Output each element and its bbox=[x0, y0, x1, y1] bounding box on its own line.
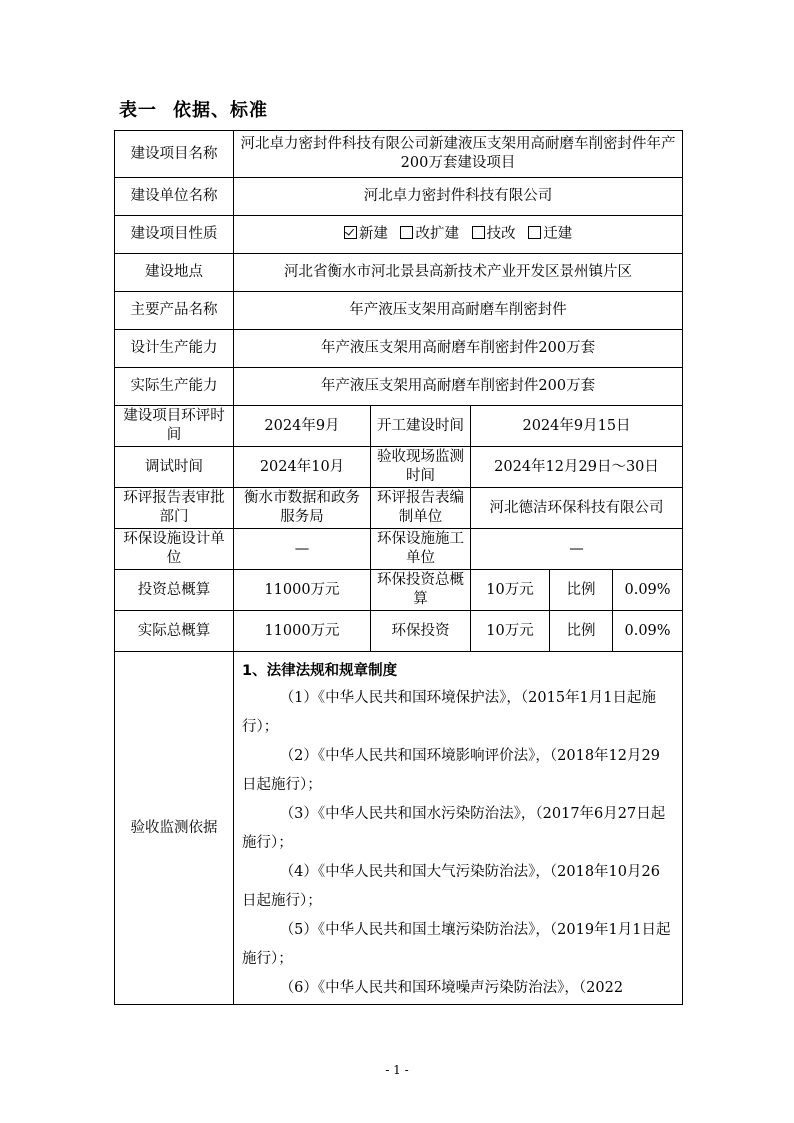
label-design-capacity: 设计生产能力 bbox=[115, 330, 234, 368]
value-location: 河北省衡水市河北景县高新技术产业开发区景州镇片区 bbox=[234, 254, 683, 292]
checked-box-icon bbox=[344, 226, 357, 239]
row-design-unit bbox=[115, 529, 683, 570]
value-actual-capacity: 年产液压支架用高耐磨车削密封件200万套 bbox=[234, 368, 683, 406]
label-total-investment: 投资总概算 bbox=[115, 570, 234, 611]
value-main-product: 年产液压支架用高耐磨车削密封件 bbox=[234, 292, 683, 330]
label-start-time: 开工建设时间 bbox=[371, 406, 471, 447]
label-actual-total: 实际总概算 bbox=[115, 611, 234, 652]
value-design-unit: — bbox=[234, 529, 371, 570]
row-unit-name bbox=[115, 178, 683, 216]
value-actual-total: 11000万元 bbox=[234, 611, 371, 652]
row-basis bbox=[115, 652, 683, 1005]
nature-option-new bbox=[344, 226, 388, 242]
row-project-name bbox=[115, 131, 683, 178]
page-heading bbox=[119, 96, 268, 122]
project-info-table bbox=[114, 130, 683, 1005]
basis-list-item: （4）《中华人民共和国大气污染防治法》，（2018年10月26日起施行）； bbox=[242, 864, 660, 909]
heading-table-title: 依据、标准 bbox=[173, 100, 268, 121]
label-monitor-time: 验收现场监测时间 bbox=[371, 447, 471, 488]
unchecked-box-icon bbox=[528, 226, 541, 239]
value-ratio: 0.09% bbox=[613, 570, 683, 611]
value-nature bbox=[234, 216, 683, 254]
value-start-time: 2024年9月15日 bbox=[471, 406, 683, 447]
value-report-unit: 河北德洁环保科技有限公司 bbox=[471, 488, 683, 529]
value-approval-dept: 衡水市数据和政务服务局 bbox=[234, 488, 371, 529]
row-actual-capacity bbox=[115, 368, 683, 406]
value-eia-time: 2024年9月 bbox=[234, 406, 371, 447]
label-debug-time: 调试时间 bbox=[115, 447, 234, 488]
value-actual-ratio: 0.09% bbox=[613, 611, 683, 652]
label-report-unit: 环评报告表编制单位 bbox=[371, 488, 471, 529]
label-eia-time: 建设项目环评时间 bbox=[115, 406, 234, 447]
heading-table-number: 表一 bbox=[119, 100, 157, 121]
label-ratio: 比例 bbox=[550, 570, 613, 611]
nature-option-relocation bbox=[528, 226, 572, 242]
label-main-product: 主要产品名称 bbox=[115, 292, 234, 330]
unchecked-box-icon bbox=[400, 226, 413, 239]
value-actual-env-investment: 10万元 bbox=[471, 611, 550, 652]
unchecked-box-icon bbox=[472, 226, 485, 239]
label-env-investment: 环保投资总概算 bbox=[371, 570, 471, 611]
nature-option-label: 改扩建 bbox=[415, 226, 459, 242]
label-nature: 建设项目性质 bbox=[115, 216, 234, 254]
label-construction-unit: 环保设施施工单位 bbox=[371, 529, 471, 570]
label-actual-env-investment: 环保投资 bbox=[371, 611, 471, 652]
label-project-name: 建设项目名称 bbox=[115, 131, 234, 178]
value-basis bbox=[234, 652, 683, 1005]
value-project-name: 河北卓力密封件科技有限公司新建液压支架用高耐磨车削密封件年产200万套建设项目 bbox=[234, 131, 683, 178]
label-location: 建设地点 bbox=[115, 254, 234, 292]
row-main-product bbox=[115, 292, 683, 330]
label-design-unit: 环保设施设计单位 bbox=[115, 529, 234, 570]
basis-list-item: （1）《中华人民共和国环境保护法》，（2015年1月1日起施行）； bbox=[242, 690, 657, 735]
nature-option-label: 技改 bbox=[486, 226, 516, 242]
row-eia-time bbox=[115, 406, 683, 447]
basis-section-title: 1、法律法规和规章制度 bbox=[242, 663, 398, 679]
label-unit-name: 建设单位名称 bbox=[115, 178, 234, 216]
value-env-investment: 10万元 bbox=[471, 570, 550, 611]
label-basis: 验收监测依据 bbox=[115, 652, 234, 1005]
value-monitor-time: 2024年12月29日～30日 bbox=[471, 447, 683, 488]
row-approval bbox=[115, 488, 683, 529]
label-actual-ratio: 比例 bbox=[550, 611, 613, 652]
nature-option-expansion bbox=[400, 226, 459, 242]
label-approval-dept: 环评报告表审批部门 bbox=[115, 488, 234, 529]
value-design-capacity: 年产液压支架用高耐磨车削密封件200万套 bbox=[234, 330, 683, 368]
row-location bbox=[115, 254, 683, 292]
nature-option-label: 新建 bbox=[358, 226, 388, 242]
row-nature bbox=[115, 216, 683, 254]
value-total-investment: 11000万元 bbox=[234, 570, 371, 611]
row-actual-investment bbox=[115, 611, 683, 652]
value-debug-time: 2024年10月 bbox=[234, 447, 371, 488]
value-unit-name: 河北卓力密封件科技有限公司 bbox=[234, 178, 683, 216]
label-actual-capacity: 实际生产能力 bbox=[115, 368, 234, 406]
nature-option-upgrade bbox=[472, 226, 516, 242]
value-construction-unit: — bbox=[471, 529, 683, 570]
nature-option-label: 迁建 bbox=[543, 226, 573, 242]
row-investment bbox=[115, 570, 683, 611]
row-debug-time bbox=[115, 447, 683, 488]
page-number: - 1 - bbox=[385, 1063, 409, 1077]
basis-list-item: （5）《中华人民共和国土壤污染防治法》，（2019年1月1日起施行）； bbox=[242, 922, 671, 967]
row-design-capacity bbox=[115, 330, 683, 368]
basis-list-item: （2）《中华人民共和国环境影响评价法》，（2018年12月29日起施行）； bbox=[242, 748, 660, 793]
basis-list-item: （6）《中华人民共和国环境噪声污染防治法》，（2022 bbox=[279, 980, 624, 996]
basis-list-item: （3）《中华人民共和国水污染防治法》，（2017年6月27日起施行）； bbox=[242, 806, 666, 851]
